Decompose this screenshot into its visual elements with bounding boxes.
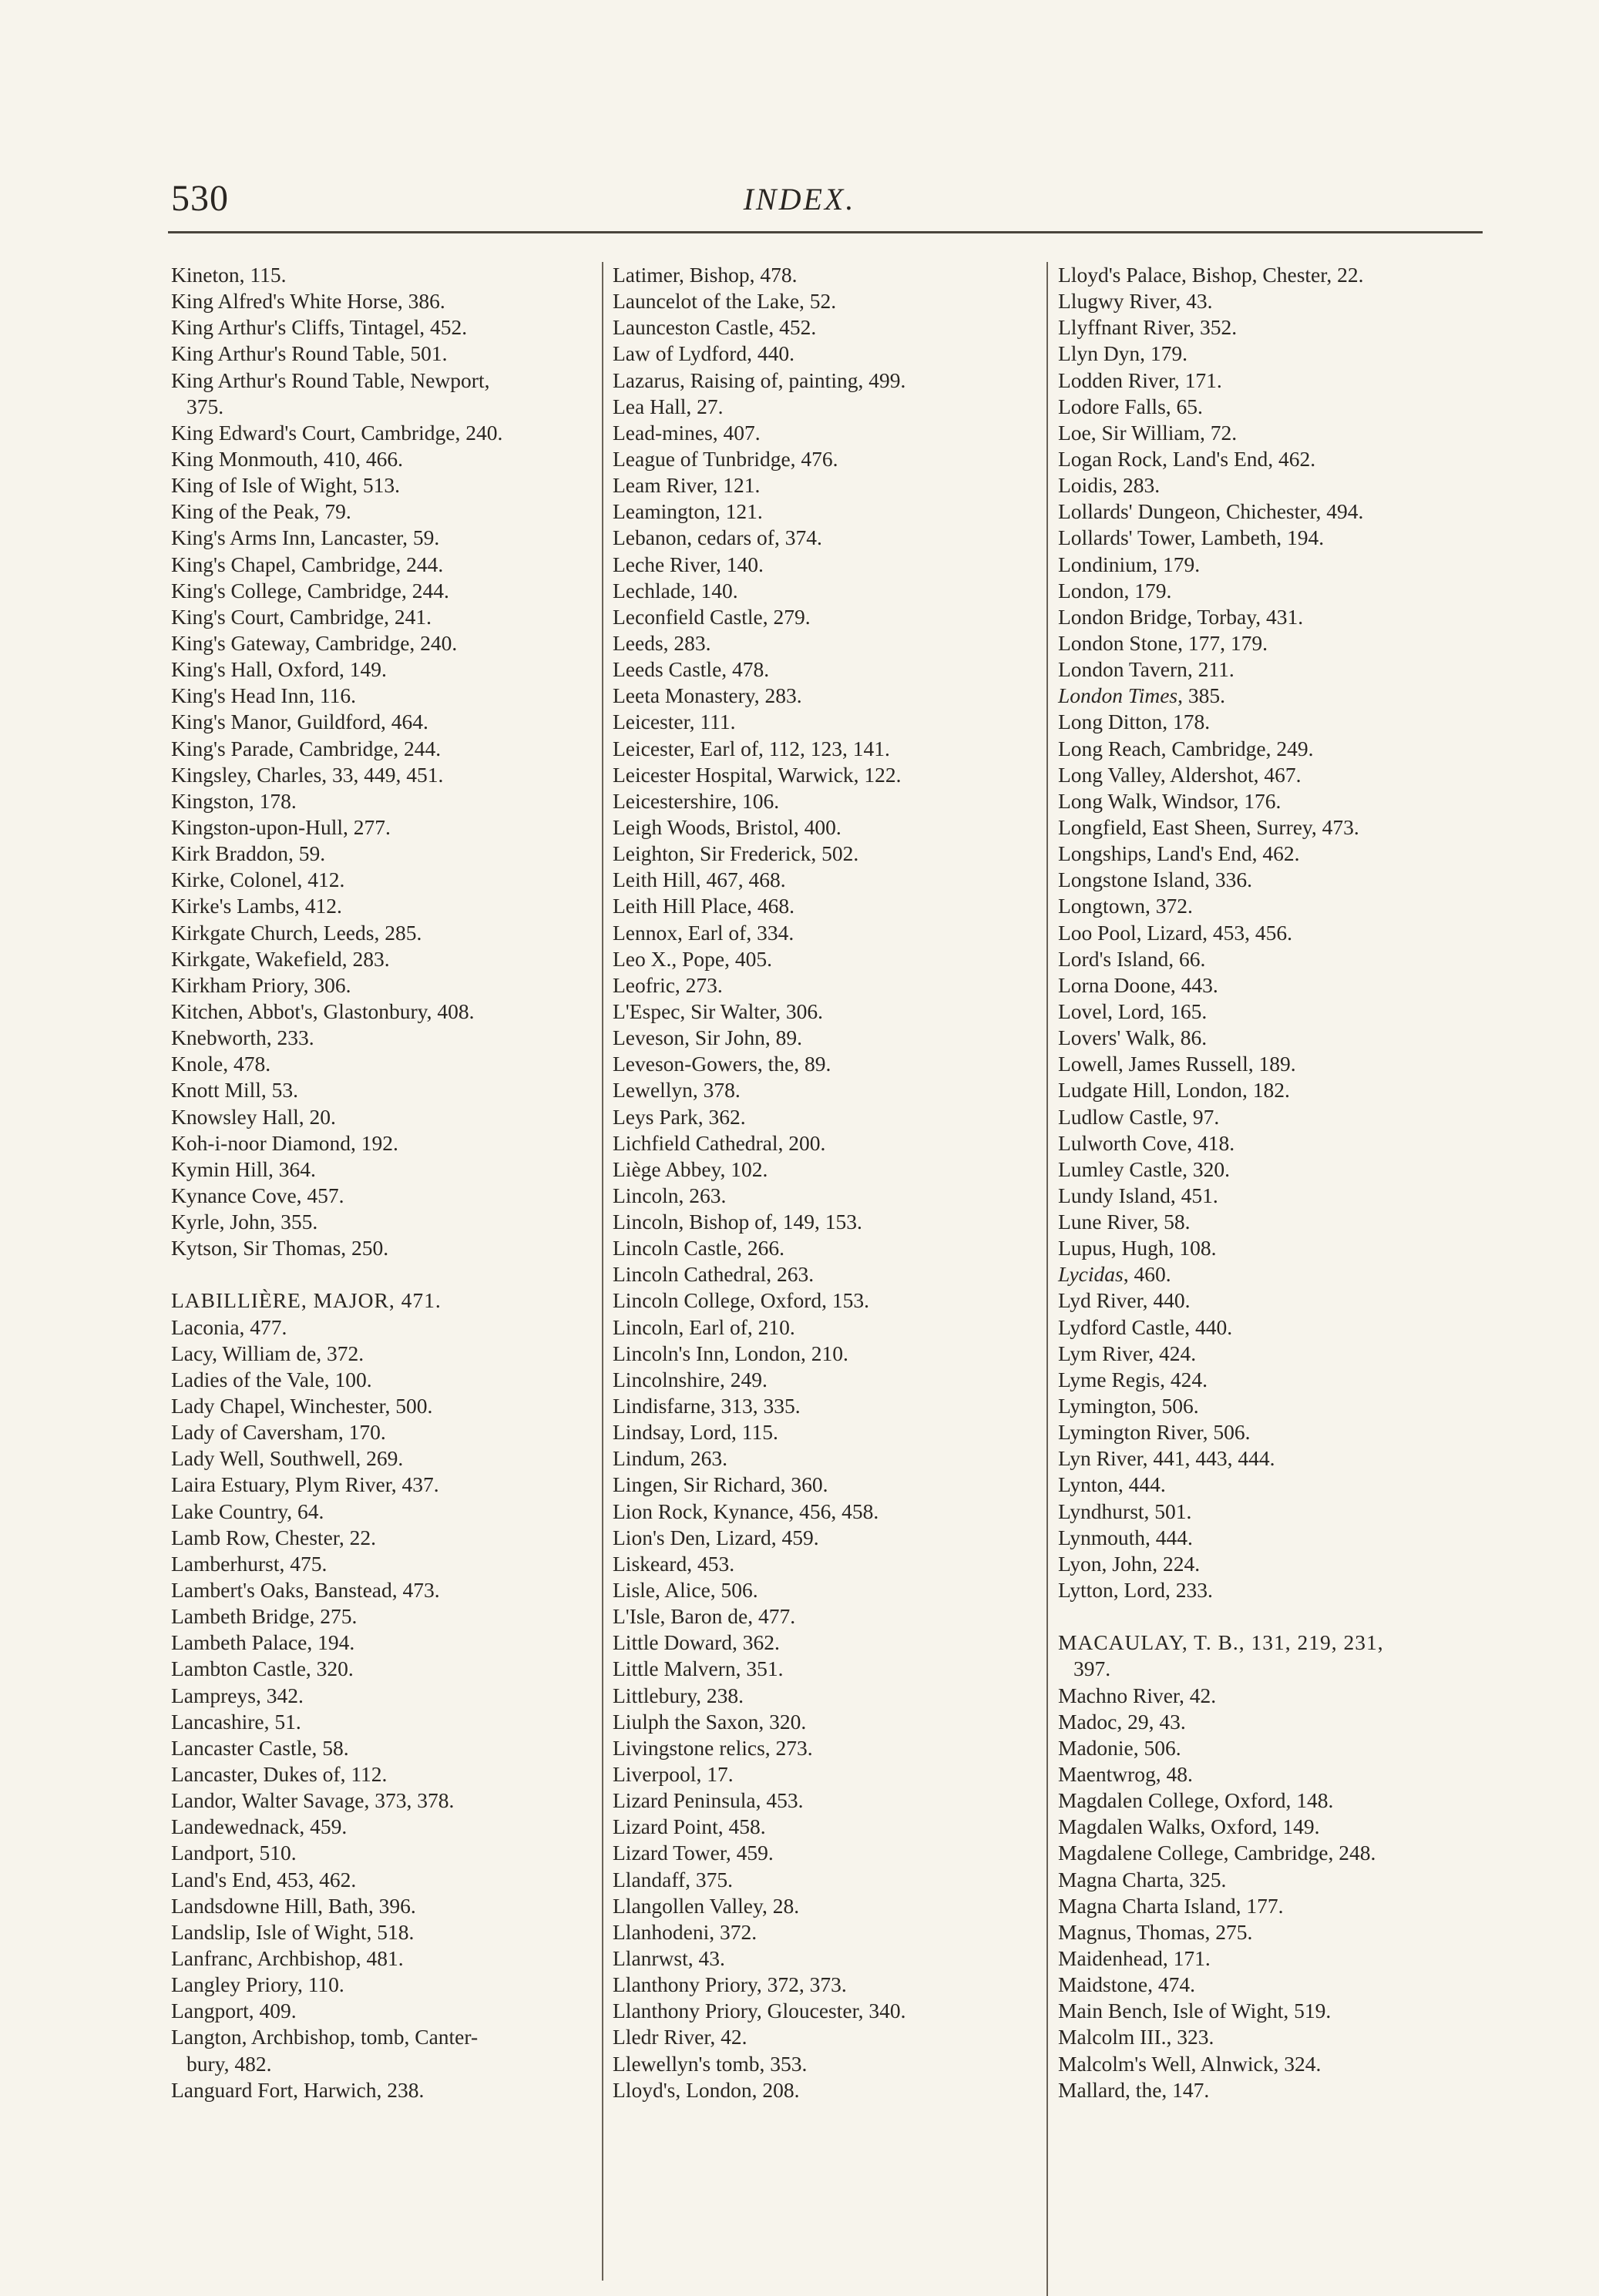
index-entry: Magna Charta, 325.: [1058, 1867, 1227, 1892]
index-entry: Lune River, 58.: [1058, 1210, 1191, 1234]
index-entry: Magdalene College, Cambridge, 248.: [1058, 1841, 1376, 1865]
index-entry: Lead-mines, 407.: [613, 420, 761, 445]
index-column-2: [613, 262, 1044, 2103]
index-entry: Leofric, 273.: [613, 972, 723, 997]
index-entry: Lulworth Cove, 418.: [1058, 1130, 1235, 1155]
index-entry: Leche River, 140.: [613, 552, 764, 576]
index-entry: Lodden River, 171.: [1058, 368, 1222, 392]
index-entry: Leighton, Sir Frederick, 502.: [613, 841, 859, 866]
index-entry: London, 179.: [1058, 578, 1172, 603]
index-entry: Kirkgate, Wakefield, 283.: [171, 946, 390, 971]
index-entry: Llugwy River, 43.: [1058, 289, 1213, 314]
index-entry: Lamberhurst, 475.: [171, 1551, 328, 1576]
index-entry: King Edward's Court, Cambridge, 240.: [171, 420, 503, 445]
index-entry: Langport, 409.: [171, 1999, 297, 2023]
index-entry: King's Manor, Guildford, 464.: [171, 710, 428, 734]
index-entry: King of Isle of Wight, 513.: [171, 473, 401, 498]
index-entry: Lewellyn, 378.: [613, 1078, 741, 1103]
index-entry: Kineton, 115.: [171, 263, 287, 287]
index-entry: Lake Country, 64.: [171, 1499, 324, 1523]
index-entry: Leveson-Gowers, the, 89.: [613, 1052, 831, 1076]
index-entry: Leeds Castle, 478.: [613, 657, 770, 682]
index-entry: Leicester Hospital, Warwick, 122.: [613, 762, 902, 787]
index-entry: Llangollen Valley, 28.: [613, 1893, 800, 1918]
index-entry: Land's End, 453, 462.: [171, 1867, 357, 1892]
index-entry: Leys Park, 362.: [613, 1104, 746, 1129]
index-entry: Lancashire, 51.: [171, 1709, 301, 1734]
index-entry: Languard Fort, Harwich, 238.: [171, 2077, 425, 2102]
index-entry: Lincoln, Earl of, 210.: [613, 1314, 795, 1339]
index-entry: King Arthur's Cliffs, Tintagel, 452.: [171, 315, 468, 340]
index-entry: London Times, 385.: [1058, 683, 1225, 708]
index-entry: Lumley Castle, 320.: [1058, 1156, 1231, 1181]
index-entry: Koh-i-noor Diamond, 192.: [171, 1130, 398, 1155]
index-entry: King's Head Inn, 116.: [171, 683, 356, 708]
index-entry: Lampreys, 342.: [171, 1683, 304, 1707]
index-entry: Lyndhurst, 501.: [1058, 1499, 1192, 1523]
index-entry: Maentwrog, 48.: [1058, 1762, 1193, 1787]
index-entry: Longfield, East Sheen, Surrey, 473.: [1058, 814, 1359, 839]
index-entry: Lichfield Cathedral, 200.: [613, 1130, 826, 1155]
index-entry: LABILLIÈRE, MAJOR, 471.: [171, 1288, 442, 1313]
index-entry: Loo Pool, Lizard, 453, 456.: [1058, 920, 1292, 945]
index-entry: Long Reach, Cambridge, 249.: [1058, 736, 1314, 760]
index-entry: Londinium, 179.: [1058, 552, 1201, 576]
index-entry: Ludlow Castle, 97.: [1058, 1104, 1220, 1129]
index-entry: London Stone, 177, 179.: [1058, 630, 1268, 655]
index-entry: Loidis, 283.: [1058, 473, 1161, 498]
index-entry: Lovel, Lord, 165.: [1058, 999, 1208, 1023]
index-entry: Leam River, 121.: [613, 473, 761, 498]
index-entry: Llandaff, 375.: [613, 1867, 734, 1892]
index-entry: King's Court, Cambridge, 241.: [171, 604, 432, 629]
index-entry: Llanthony Priory, Gloucester, 340.: [613, 1999, 906, 2023]
index-entry: Lincoln, Bishop of, 149, 153.: [613, 1210, 862, 1234]
index-entry: Livingstone relics, 273.: [613, 1735, 813, 1760]
index-entry: Lowell, James Russell, 189.: [1058, 1052, 1296, 1076]
index-entry: Lechlade, 140.: [613, 578, 738, 603]
index-entry: Liskeard, 453.: [613, 1551, 735, 1576]
index-entry: Lincoln, 263.: [613, 1183, 727, 1207]
title-rule: [168, 231, 1483, 233]
section-gap: [171, 1261, 603, 1287]
index-entry: Kirke, Colonel, 412.: [171, 868, 345, 892]
index-entry: Lincoln Cathedral, 263.: [613, 1262, 815, 1287]
index-entry: Landor, Walter Savage, 373, 378.: [171, 1788, 455, 1813]
index-entry: League of Tunbridge, 476.: [613, 446, 838, 471]
index-entry: Laconia, 477.: [171, 1314, 287, 1339]
index-entry: Leeta Monastery, 283.: [613, 683, 802, 708]
index-entry: Loe, Sir William, 72.: [1058, 420, 1238, 445]
index-entry: Lincoln Castle, 266.: [613, 1236, 785, 1260]
index-entry: Kirk Braddon, 59.: [171, 841, 326, 866]
index-entry: Little Doward, 362.: [613, 1630, 780, 1655]
index-entry: Kyrle, John, 355.: [171, 1210, 318, 1234]
index-entry: Lydford Castle, 440.: [1058, 1314, 1233, 1339]
index-entry: L'Espec, Sir Walter, 306.: [613, 999, 824, 1023]
index-entry: London Bridge, Torbay, 431.: [1058, 604, 1304, 629]
index-entry: Magna Charta Island, 177.: [1058, 1893, 1284, 1918]
index-entry: Langton, Archbishop, tomb, Canter-: [171, 2025, 479, 2049]
index-entry: Magdalen College, Oxford, 148.: [1058, 1788, 1334, 1813]
index-entry: Ladies of the Vale, 100.: [171, 1367, 372, 1391]
index-entry: King's Arms Inn, Lancaster, 59.: [171, 525, 440, 550]
index-entry: Knowsley Hall, 20.: [171, 1104, 336, 1129]
index-entry: Lancaster Castle, 58.: [171, 1735, 349, 1760]
index-entry: Lord's Island, 66.: [1058, 946, 1206, 971]
index-entry: Launcelot of the Lake, 52.: [613, 289, 837, 314]
index-entry: Magnus, Thomas, 275.: [1058, 1919, 1253, 1944]
index-entry: Leveson, Sir John, 89.: [613, 1025, 802, 1050]
index-entry: Lodore Falls, 65.: [1058, 394, 1203, 418]
index-entry: Landsdowne Hill, Bath, 396.: [171, 1893, 416, 1918]
index-entry: Lollards' Dungeon, Chichester, 494.: [1058, 499, 1364, 524]
index-entry: Leamington, 121.: [613, 499, 763, 524]
index-entry: Lizard Tower, 459.: [613, 1841, 774, 1865]
index-entry: Landslip, Isle of Wight, 518.: [171, 1919, 415, 1944]
index-entry: Long Ditton, 178.: [1058, 710, 1211, 734]
index-entry: Longstone Island, 336.: [1058, 868, 1253, 892]
index-entry: MACAULAY, T. B., 131, 219, 231,: [1058, 1630, 1384, 1655]
index-entry: Lambeth Palace, 194.: [171, 1630, 355, 1655]
index-entry: Malcolm III., 323.: [1058, 2025, 1214, 2049]
page-title: INDEX.: [743, 182, 856, 217]
index-entry: King's Gateway, Cambridge, 240.: [171, 630, 458, 655]
index-entry: Machno River, 42.: [1058, 1683, 1217, 1707]
index-entry: Lynton, 444.: [1058, 1472, 1166, 1497]
section-gap: [1058, 1603, 1490, 1630]
index-entry: Lloyd's, London, 208.: [613, 2077, 800, 2102]
index-entry: Knebworth, 233.: [171, 1025, 314, 1050]
index-entry: Longships, Land's End, 462.: [1058, 841, 1300, 866]
index-entry: Lyd River, 440.: [1058, 1288, 1191, 1313]
index-entry: Malcolm's Well, Alnwick, 324.: [1058, 2051, 1322, 2076]
index-entry: Lym River, 424.: [1058, 1341, 1197, 1365]
index-entry: Lyon, John, 224.: [1058, 1551, 1201, 1576]
index-entry: King's Chapel, Cambridge, 244.: [171, 552, 444, 576]
index-entry: King's Parade, Cambridge, 244.: [171, 736, 442, 760]
index-entry: Lamb Row, Chester, 22.: [171, 1525, 376, 1549]
index-entry: Liulph the Saxon, 320.: [613, 1709, 807, 1734]
index-entry: King's Hall, Oxford, 149.: [171, 657, 387, 682]
index-entry: Lycidas, 460.: [1058, 1262, 1171, 1287]
index-column-1: [171, 262, 603, 2103]
index-entry: Lyme Regis, 424.: [1058, 1367, 1208, 1391]
page-number: 530: [171, 178, 229, 219]
index-entry: King Arthur's Round Table, Newport,: [171, 368, 490, 392]
index-entry: Leicester, 111.: [613, 710, 736, 734]
index-entry: King's College, Cambridge, 244.: [171, 578, 449, 603]
index-entry: Leicester, Earl of, 112, 123, 141.: [613, 736, 890, 760]
index-entry: Kingston, 178.: [171, 788, 297, 813]
index-entry: Lymington River, 506.: [1058, 1420, 1251, 1445]
index-entry: Lady of Caversham, 170.: [171, 1420, 386, 1445]
index-entry: Llanrwst, 43.: [613, 1946, 725, 1970]
index-entry: Launceston Castle, 452.: [613, 315, 817, 340]
index-entry: Lancaster, Dukes of, 112.: [171, 1762, 388, 1787]
index-entry: Kynance Cove, 457.: [171, 1183, 344, 1207]
index-entry: Leith Hill, 467, 468.: [613, 868, 786, 892]
index-entry: Mallard, the, 147.: [1058, 2077, 1210, 2102]
index-entry: Law of Lydford, 440.: [613, 341, 794, 366]
index-entry: Ludgate Hill, London, 182.: [1058, 1078, 1290, 1103]
index-entry: Lion's Den, Lizard, 459.: [613, 1525, 819, 1549]
index-entry: Magdalen Walks, Oxford, 149.: [1058, 1814, 1320, 1839]
index-entry: Lindisfarne, 313, 335.: [613, 1394, 801, 1418]
index-entry: Kymin Hill, 364.: [171, 1156, 316, 1181]
index-entry: Lady Chapel, Winchester, 500.: [171, 1394, 433, 1418]
index-entry: King Monmouth, 410, 466.: [171, 446, 403, 471]
index-entry: Leeds, 283.: [613, 630, 711, 655]
index-entry: Lady Well, Southwell, 269.: [171, 1446, 404, 1471]
index-entry: Lymington, 506.: [1058, 1394, 1199, 1418]
index-entry: King of the Peak, 79.: [171, 499, 351, 524]
index-entry: Lindsay, Lord, 115.: [613, 1420, 778, 1445]
index-entry: Kingsley, Charles, 33, 449, 451.: [171, 762, 444, 787]
index-entry: Llyffnant River, 352.: [1058, 315, 1238, 340]
index-entry: Lytton, Lord, 233.: [1058, 1578, 1213, 1603]
index-entry: bury, 482.: [186, 2051, 272, 2076]
index-entry: Lledr River, 42.: [613, 2025, 747, 2049]
index-entry: Maidstone, 474.: [1058, 1972, 1195, 1997]
index-entry: Lizard Peninsula, 453.: [613, 1788, 804, 1813]
index-entry: Leigh Woods, Bristol, 400.: [613, 814, 841, 839]
index-entry: King Alfred's White Horse, 386.: [171, 289, 445, 314]
index-entry: Kirkgate Church, Leeds, 285.: [171, 920, 422, 945]
index-entry: Kirke's Lambs, 412.: [171, 894, 342, 918]
index-entry: 397.: [1073, 1657, 1111, 1681]
index-entry: Kirkham Priory, 306.: [171, 972, 351, 997]
index-entry: Llewellyn's tomb, 353.: [613, 2051, 808, 2076]
index-entry: Madonie, 506.: [1058, 1735, 1181, 1760]
index-entry: Madoc, 29, 43.: [1058, 1709, 1186, 1734]
index-entry: Leconfield Castle, 279.: [613, 604, 811, 629]
index-entry: Littlebury, 238.: [613, 1683, 744, 1707]
index-entry: Lisle, Alice, 506.: [613, 1578, 758, 1603]
index-entry: Lloyd's Palace, Bishop, Chester, 22.: [1058, 263, 1364, 287]
index-entry: Lambton Castle, 320.: [171, 1657, 354, 1681]
index-entry: Laira Estuary, Plym River, 437.: [171, 1472, 439, 1497]
index-entry: Langley Priory, 110.: [171, 1972, 344, 1997]
index-entry: Leicestershire, 106.: [613, 788, 780, 813]
index-entry: Kingston-upon-Hull, 277.: [171, 814, 391, 839]
index-entry: Maidenhead, 171.: [1058, 1946, 1211, 1970]
index-entry: Liverpool, 17.: [613, 1762, 734, 1787]
index-entry: Main Bench, Isle of Wight, 519.: [1058, 1999, 1332, 2023]
index-entry: Lyn River, 441, 443, 444.: [1058, 1446, 1275, 1471]
index-entry: Lollards' Tower, Lambeth, 194.: [1058, 525, 1325, 550]
index-entry: Lovers' Walk, 86.: [1058, 1025, 1208, 1050]
index-entry: London Tavern, 211.: [1058, 657, 1235, 682]
index-entry: Knole, 478.: [171, 1052, 271, 1076]
index-entry: Lingen, Sir Richard, 360.: [613, 1472, 828, 1497]
index-entry: Lambeth Bridge, 275.: [171, 1604, 358, 1629]
index-entry: Little Malvern, 351.: [613, 1657, 784, 1681]
index-entry: Longtown, 372.: [1058, 894, 1193, 918]
index-entry: 375.: [186, 394, 224, 418]
index-entry: Lacy, William de, 372.: [171, 1341, 364, 1365]
column-divider: [1046, 262, 1048, 2296]
index-entry: Latimer, Bishop, 478.: [613, 263, 798, 287]
index-entry: Long Walk, Windsor, 176.: [1058, 788, 1282, 813]
index-entry: Lupus, Hugh, 108.: [1058, 1236, 1217, 1260]
index-entry: Liège Abbey, 102.: [613, 1156, 768, 1181]
index-entry: Llyn Dyn, 179.: [1058, 341, 1188, 366]
index-entry: Leith Hill Place, 468.: [613, 894, 794, 918]
index-entry: Lundy Island, 451.: [1058, 1183, 1218, 1207]
index-entry: Lea Hall, 27.: [613, 394, 724, 418]
column-divider: [602, 262, 603, 2281]
index-entry: Lincoln College, Oxford, 153.: [613, 1288, 869, 1313]
index-entry: Logan Rock, Land's End, 462.: [1058, 446, 1316, 471]
index-column-3: [1058, 262, 1490, 2103]
index-entry: Lennox, Earl of, 334.: [613, 920, 794, 945]
index-entry: Llanhodeni, 372.: [613, 1919, 758, 1944]
index-entry: Lanfranc, Archbishop, 481.: [171, 1946, 404, 1970]
index-entry: Landewednack, 459.: [171, 1814, 348, 1839]
index-entry: King Arthur's Round Table, 501.: [171, 341, 448, 366]
index-entry: Landport, 510.: [171, 1841, 297, 1865]
index-entry: Lizard Point, 458.: [613, 1814, 766, 1839]
index-entry: Lincolnshire, 249.: [613, 1367, 768, 1391]
index-entry: Lorna Doone, 443.: [1058, 972, 1218, 997]
index-entry: Knott Mill, 53.: [171, 1078, 299, 1103]
index-entry: Lion Rock, Kynance, 456, 458.: [613, 1499, 879, 1523]
index-entry: Lebanon, cedars of, 374.: [613, 525, 822, 550]
index-entry: Long Valley, Aldershot, 467.: [1058, 762, 1302, 787]
index-entry: Lazarus, Raising of, painting, 499.: [613, 368, 906, 392]
index-entry: Kytson, Sir Thomas, 250.: [171, 1236, 389, 1260]
index-entry: Lambert's Oaks, Banstead, 473.: [171, 1578, 440, 1603]
index-entry: Lindum, 263.: [613, 1446, 727, 1471]
index-entry: Leo X., Pope, 405.: [613, 946, 772, 971]
index-entry: L'Isle, Baron de, 477.: [613, 1604, 796, 1629]
index-entry: Lincoln's Inn, London, 210.: [613, 1341, 848, 1365]
index-entry: Llanthony Priory, 372, 373.: [613, 1972, 847, 1997]
index-entry: Kitchen, Abbot's, Glastonbury, 408.: [171, 999, 475, 1023]
index-entry: Lynmouth, 444.: [1058, 1525, 1193, 1549]
